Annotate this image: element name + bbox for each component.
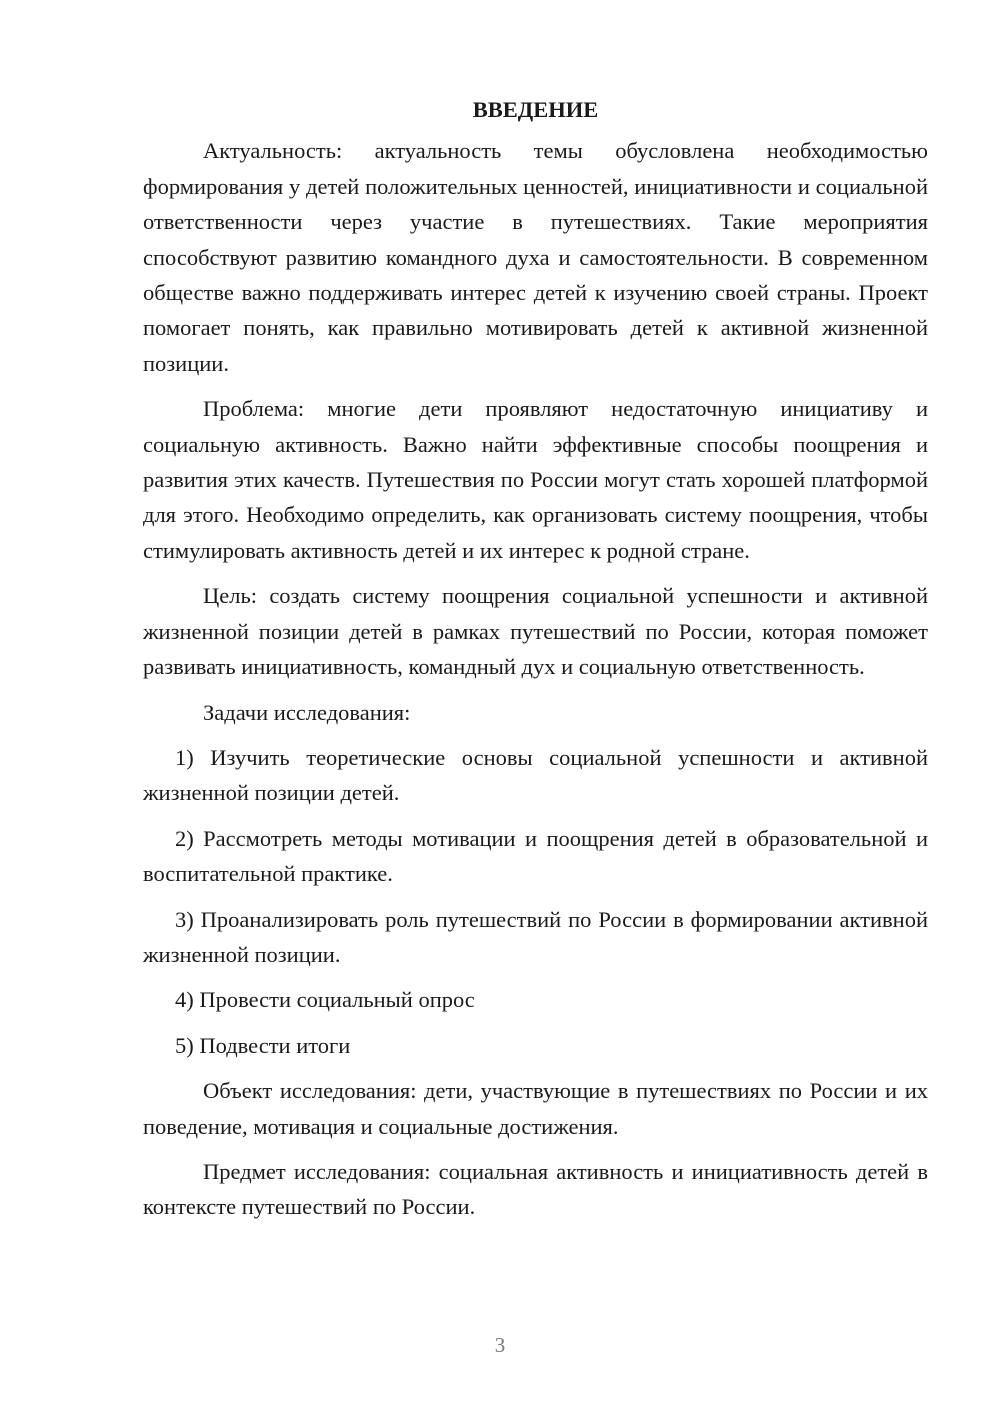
section-title: ВВЕДЕНИЕ xyxy=(472,97,599,122)
document-page xyxy=(143,92,928,1235)
task-item-4: 4) Провести социальный опрос xyxy=(175,987,475,1013)
task-item-5: 5) Подвести итоги xyxy=(175,1032,351,1058)
task-item-2: 2) Рассмотреть методы мотивации и поощрения детей в образовательной и воспитательной практике. xyxy=(143,825,928,887)
task-item-3: 3) Проанализировать роль путешествий по России в формировании активной жизненной позиции. xyxy=(143,906,928,967)
task-item-1: 1) Изучить теоретические основы социальной успешности и активной жизненной позиции детей. xyxy=(143,744,928,806)
tasks-heading: Задачи исследования: xyxy=(203,699,411,725)
tasks-list xyxy=(143,740,928,1063)
relevance-paragraph: Актуальность: актуальность темы обусловлена необходимостью формирования у детей положительных ценностей, инициативности и социальной ответственности через участие в путешествиях. Такие мероприятия способствуют развитию командного духа и самостоятельности. В современном обществе важно поддерживать интерес детей к изучению своей страны. Проект помогает понять, как правильно мотивировать детей к активной жизненной позиции. xyxy=(143,138,928,376)
object-paragraph: Объект исследования: дети, участвующие в путешествиях по России и их поведение, мотивация и социальные достижения. xyxy=(143,1078,928,1139)
subject-paragraph: Предмет исследования: социальная активность и инициативность детей в контексте путешествий по России. xyxy=(143,1158,928,1220)
goal-paragraph: Цель: создать систему поощрения социальной успешности и активной жизненной позиции детей в рамках путешествий по России, которая поможет развивать инициативность, командный дух и социальную ответственность. xyxy=(143,583,928,680)
page-number: 3 xyxy=(494,1333,506,1357)
problem-paragraph: Проблема: многие дети проявляют недостаточную инициативу и социальную активность. Важно найти эффективные способы поощрения и развития этих качеств. Путешествия по России могут стать хорошей платформой для этого. Необходимо определить, как организовать систему поощрения, чтобы стимулировать активность детей и их интерес к родной стране. xyxy=(143,396,928,563)
